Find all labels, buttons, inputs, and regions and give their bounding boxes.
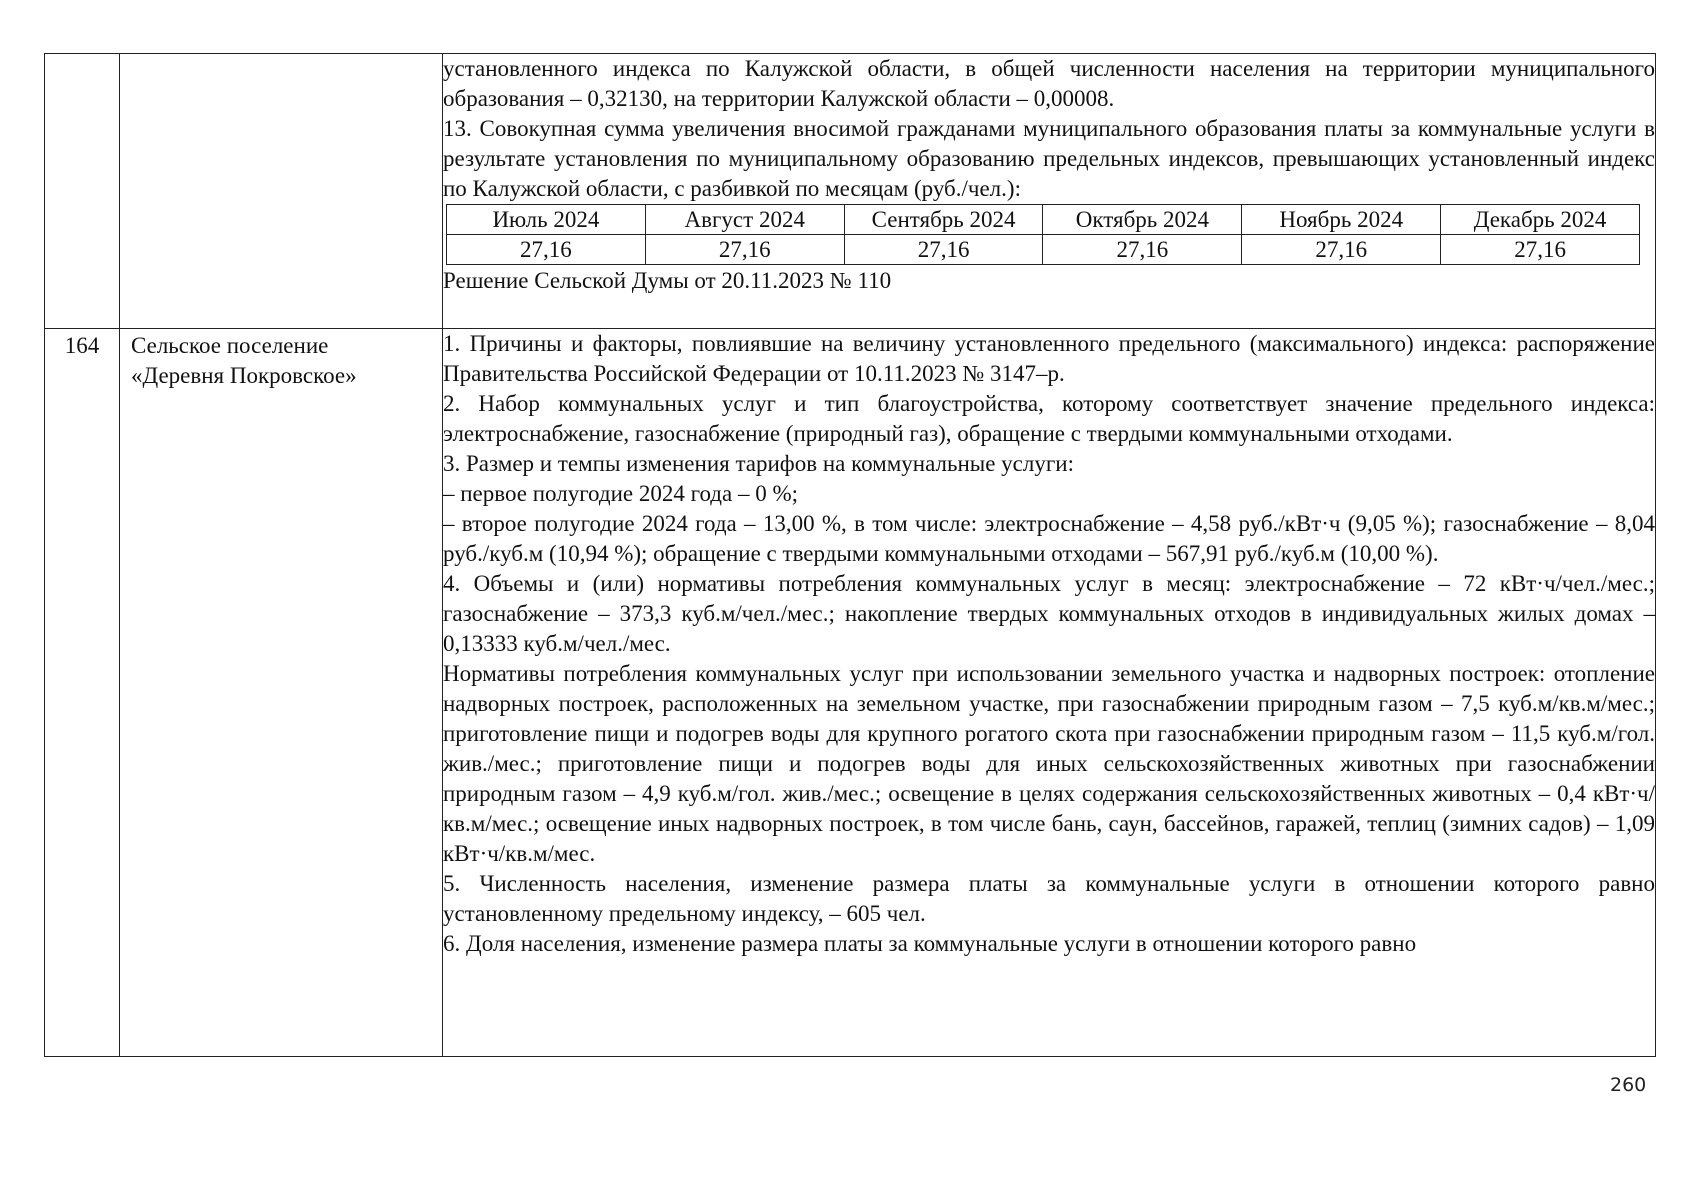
paragraph: 6. Доля населения, изменение размера платы за коммунальные услуги в отношении которого равно (443, 931, 1417, 956)
month-header-cell: Ноябрь 2024 (1242, 205, 1441, 235)
month-value-cell: 27,16 (1043, 235, 1242, 265)
municipality-name-line-1: Сельское поселение (131, 333, 329, 358)
month-header-cell: Октябрь 2024 (1043, 205, 1242, 235)
page-number: 260 (1610, 1074, 1647, 1096)
row-number-cell (45, 329, 120, 1057)
month-header-row (447, 205, 1640, 235)
content-cell (443, 54, 1656, 329)
paragraph: 1. Причины и факторы, повлиявшие на величину установленного предельного (максимального) индекса: распоряжение Правительства Российской Федерации от 10.11.2023 № 3147–р. (443, 331, 1655, 386)
paragraph: Нормативы потребления коммунальных услуг при использовании земельного участка и надворных построек: отопление надворных построек, расположенных на земельном участке, при газоснабжении природным газом – 7,5 куб.м/кв.м/мес.; приготовление пищи и подогрев воды для крупного рогатого скота при газоснабжении природным газом – 11,5 куб.м/гол. жив./мес.; приготовление пищи и подогрев воды для иных сельскохозяйственных животных при газоснабжении природным газом – 4,9 куб.м/гол. жив./мес.; освещение в целях содержания сельскохозяйственных животных – 0,4 кВт·ч/кв.м/мес.; освещение иных надворных построек, в том числе бань, саун, бассейнов, гаражей, теплиц (зимних садов) – 1,09 кВт·ч/кв.м/мес. (443, 661, 1655, 866)
paragraph: 4. Объемы и (или) нормативы потребления коммунальных услуг в месяц: электроснабжение – 72 кВт·ч/чел./мес.; газоснабжение – 373,3 куб.м/чел./мес.; накопление твердых коммунальных отходов в индивидуальных жилых домах – 0,13333 куб.м/чел./мес. (443, 571, 1655, 656)
monthly-increase-table (446, 204, 1640, 265)
municipality-name-cell (120, 54, 443, 329)
content-cell (443, 329, 1656, 1057)
month-header-cell: Декабрь 2024 (1441, 205, 1640, 235)
municipality-name-line-2: «Деревня Покровское» (131, 363, 357, 388)
table-row-continuation (45, 54, 1656, 329)
month-header-cell: Август 2024 (645, 205, 844, 235)
month-value-cell: 27,16 (447, 235, 646, 265)
paragraph: 13. Совокупная сумма увеличения вносимой гражданами муниципального образования платы за коммунальные услуги в результате установления по муниципальному образованию предельных индексов, превышающих установленный индекс по Калужской области, с разбивкой по месяцам (руб./чел.): (443, 116, 1655, 201)
decision-reference: Решение Сельской Думы от 20.11.2023 № 110 (443, 268, 892, 293)
paragraph: – второе полугодие 2024 года – 13,00 %, в том числе: электроснабжение – 4,58 руб./кВт·ч (9,05 %); газоснабжение – 8,04 руб./куб.м (10,94 %); обращение с твердыми коммунальными отходами – 567,91 руб./куб.м (10,00 %). (443, 511, 1655, 566)
row-number: 164 (64, 333, 100, 358)
month-value-cell: 27,16 (844, 235, 1043, 265)
paragraph: 5. Численность населения, изменение размера платы за коммунальные услуги в отношении которого равно установленному предельному индексу, – 605 чел. (443, 871, 1655, 926)
paragraph: – первое полугодие 2024 года – 0 %; (443, 481, 799, 506)
row-number-cell (45, 54, 120, 329)
month-value-row (447, 235, 1640, 265)
paragraph: 2. Набор коммунальных услуг и тип благоустройства, которому соответствует значение предельного индекса: электроснабжение, газоснабжение (природный газ), обращение с твердыми коммунальными отходами. (443, 391, 1655, 446)
paragraph: установленного индекса по Калужской области, в общей численности населения на территории муниципального образования – 0,32130, на территории Калужской области – 0,00008. (443, 56, 1655, 111)
paragraph: 3. Размер и темпы изменения тарифов на коммунальные услуги: (443, 451, 1074, 476)
month-value-cell: 27,16 (1441, 235, 1640, 265)
row-number (45, 54, 119, 56)
document-table (44, 53, 1656, 1057)
month-value-cell: 27,16 (645, 235, 844, 265)
table-row-164 (45, 329, 1656, 1057)
municipality-name-cell (120, 329, 443, 1057)
month-header-cell: Сентябрь 2024 (844, 205, 1043, 235)
municipality-name-line-1 (120, 54, 442, 56)
month-value-cell: 27,16 (1242, 235, 1441, 265)
month-header-cell: Июль 2024 (447, 205, 646, 235)
